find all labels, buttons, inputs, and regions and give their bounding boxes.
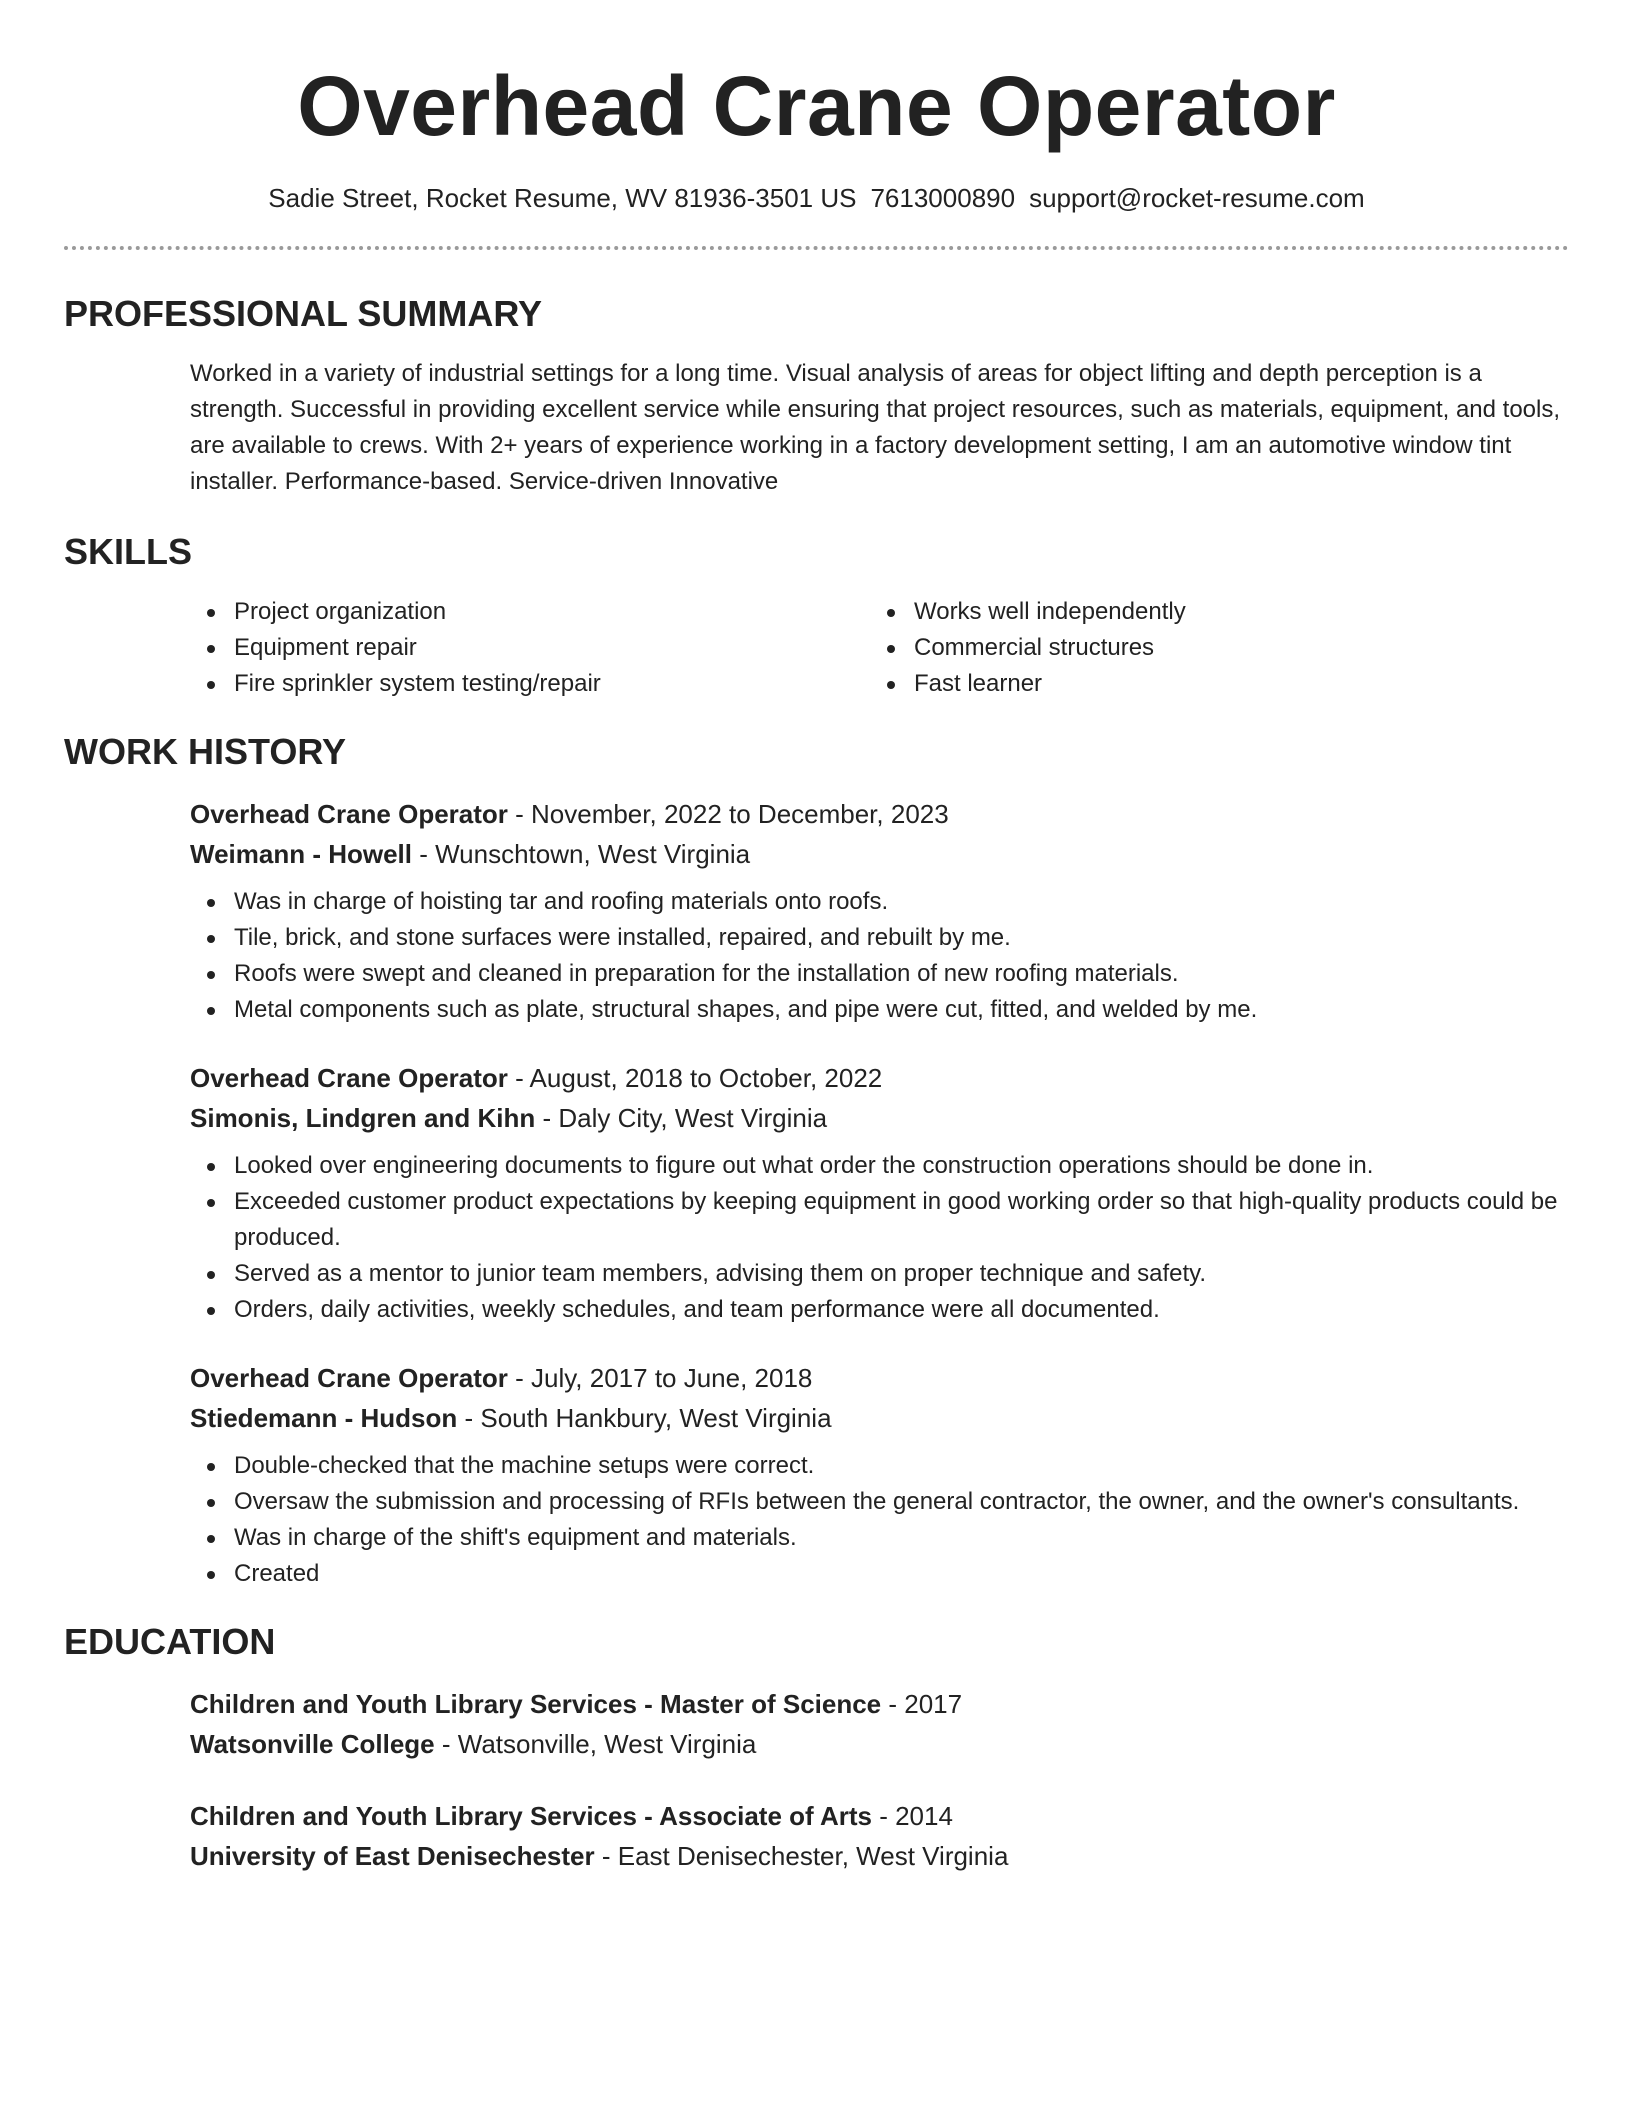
job-title-line [190, 1058, 1569, 1098]
education-school: Watsonville College [190, 1729, 435, 1759]
job-role: Overhead Crane Operator [190, 1063, 508, 1093]
education-degree: Children and Youth Library Services - Associate of Arts [190, 1801, 872, 1831]
education-heading: EDUCATION [64, 1621, 276, 1662]
education-school: University of East Denisechester [190, 1841, 595, 1871]
skill-item: Project organization [190, 594, 870, 630]
job-company: Simonis, Lindgren and Kihn [190, 1103, 536, 1133]
job-bullets [190, 1148, 1569, 1328]
job-bullet: Was in charge of hoisting tar and roofing materials onto roofs. [190, 884, 1569, 920]
job-dates: - July, 2017 to June, 2018 [507, 1363, 813, 1393]
job-bullet: Double-checked that the machine setups were correct. [190, 1448, 1569, 1484]
job-bullet: Orders, daily activities, weekly schedules, and team performance were all documented. [190, 1292, 1569, 1328]
job-location: - Daly City, West Virginia [535, 1103, 828, 1133]
summary-text: Worked in a variety of industrial settings for a long time. Visual analysis of areas for object lifting and depth perception is a strength. Successful in providing excellent service while ensuring that project resources, such as materials, equipment, and tools, are available to crews. With 2+ years of experience working in a factory development setting, I am an automotive window tint installer. Performance-based. Service-driven Innovative [190, 360, 1561, 495]
skill-item: Commercial structures [870, 630, 1550, 666]
education-degree: Children and Youth Library Services - Master of Science [190, 1689, 882, 1719]
skill-item: Fast learner [870, 666, 1550, 702]
education-location: - Watsonville, West Virginia [434, 1729, 757, 1759]
job-bullet: Roofs were swept and cleaned in preparation for the installation of new roofing materials. [190, 956, 1569, 992]
job-company-line [190, 1398, 1569, 1438]
job-company-line [190, 834, 1569, 874]
job-company: Stiedemann - Hudson [190, 1403, 458, 1433]
education-school-line [190, 1724, 1569, 1764]
work-history-heading: WORK HISTORY [64, 731, 347, 772]
job-title-line [190, 794, 1569, 834]
contact-address: Sadie Street, Rocket Resume, WV 81936-3501 US [268, 183, 857, 213]
job-entry [190, 1358, 1569, 1592]
education-entry [190, 1796, 1569, 1876]
job-company-line [190, 1098, 1569, 1138]
job-location: - Wunschtown, West Virginia [412, 839, 751, 869]
job-role: Overhead Crane Operator [190, 799, 508, 829]
job-bullets [190, 884, 1569, 1028]
job-entry [190, 794, 1569, 1028]
job-dates: - August, 2018 to October, 2022 [507, 1063, 883, 1093]
job-bullets [190, 1448, 1569, 1592]
education-school-line [190, 1836, 1569, 1876]
contact-phone: 7613000890 [870, 183, 1016, 213]
resume-page [64, 0, 1569, 1876]
education-year: - 2017 [881, 1689, 963, 1719]
contact-line [64, 182, 1569, 214]
job-bullet: Created [190, 1556, 1569, 1592]
education-degree-line [190, 1796, 1569, 1836]
skill-item: Fire sprinkler system testing/repair [190, 666, 870, 702]
job-bullet: Served as a mentor to junior team members, advising them on proper technique and safety. [190, 1256, 1569, 1292]
job-dates: - November, 2022 to December, 2023 [507, 799, 949, 829]
job-bullet: Tile, brick, and stone surfaces were installed, repaired, and rebuilt by me. [190, 920, 1569, 956]
summary-heading: PROFESSIONAL SUMMARY [64, 293, 543, 334]
contact-email[interactable]: support@rocket-resume.com [1029, 183, 1365, 213]
skills-column-right [870, 594, 1550, 702]
job-company: Weimann - Howell [190, 839, 412, 869]
job-entry [190, 1058, 1569, 1328]
skills-column-left [190, 594, 870, 702]
header-divider [64, 246, 1569, 250]
job-location: - South Hankbury, West Virginia [457, 1403, 832, 1433]
job-bullet: Was in charge of the shift's equipment and materials. [190, 1520, 1569, 1556]
job-bullet: Exceeded customer product expectations by keeping equipment in good working order so that high-quality products could be produced. [190, 1184, 1569, 1256]
education-year: - 2014 [871, 1801, 953, 1831]
education-entry [190, 1684, 1569, 1764]
skills-list [190, 594, 1569, 702]
skill-item: Equipment repair [190, 630, 870, 666]
candidate-name: Overhead Crane Operator [297, 59, 1336, 153]
skills-heading: SKILLS [64, 531, 193, 572]
job-bullet: Oversaw the submission and processing of RFIs between the general contractor, the owner, and the owner's consultants. [190, 1484, 1569, 1520]
job-title-line [190, 1358, 1569, 1398]
job-role: Overhead Crane Operator [190, 1363, 508, 1393]
job-bullet: Metal components such as plate, structural shapes, and pipe were cut, fitted, and welded by me. [190, 992, 1569, 1028]
skill-item: Works well independently [870, 594, 1550, 630]
job-bullet: Looked over engineering documents to figure out what order the construction operations should be done in. [190, 1148, 1569, 1184]
education-degree-line [190, 1684, 1569, 1724]
education-location: - East Denisechester, West Virginia [594, 1841, 1009, 1871]
